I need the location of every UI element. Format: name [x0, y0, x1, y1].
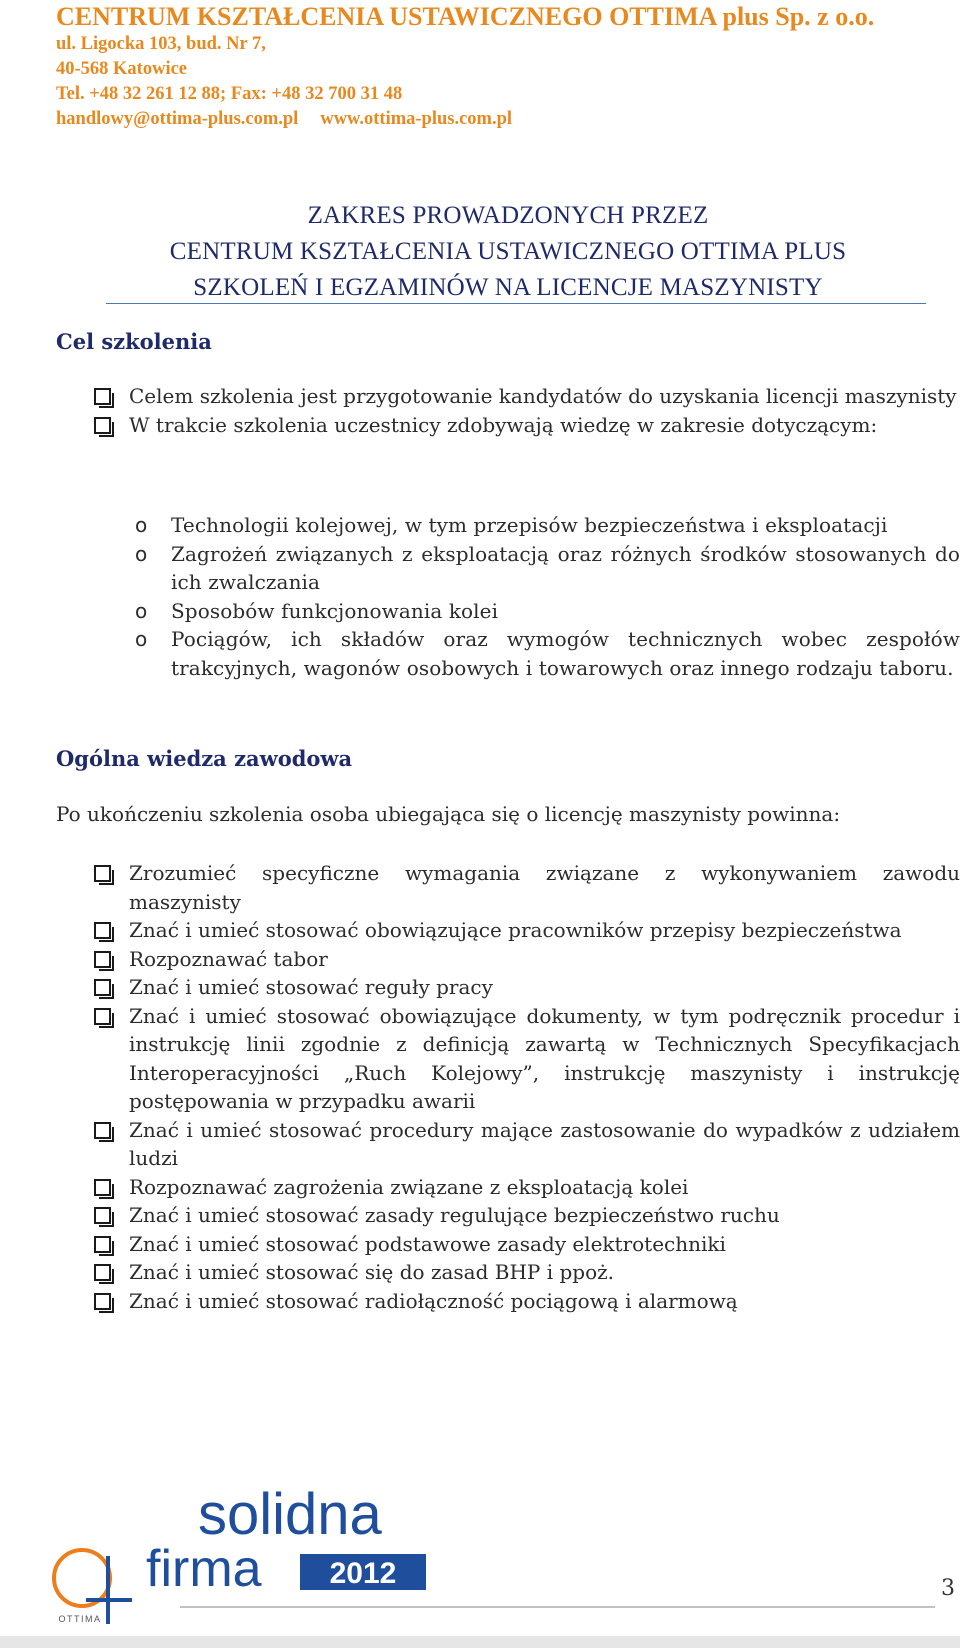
email-link[interactable]: handlowy@ottima-plus.com.pl: [56, 109, 299, 129]
list-item: Rozpoznawać tabor: [129, 945, 960, 974]
checkbox-bullet-icon: [94, 1122, 111, 1139]
checkbox-bullet-icon: [94, 1179, 111, 1196]
intro-paragraph: Po ukończeniu szkolenia osoba ubiegająca się o licencję maszynisty powinna:: [56, 802, 841, 826]
list-item: Celem szkolenia jest przygotowanie kandydatów do uzyskania licencji maszynisty: [129, 382, 960, 411]
contact-line: [56, 107, 874, 132]
list-item: Zrozumieć specyficzne wymagania związane z wykonywaniem zawodu maszynisty: [129, 859, 960, 916]
checkbox-bullet-icon: [94, 951, 111, 968]
sub-list-item: o Sposobów funkcjonowania kolei: [171, 597, 960, 626]
sub-list-item: o Zagrożeń związanych z eksploatacją oraz różnych środków stosowanych do ich zwalczania: [135, 541, 960, 594]
sub-list-item: o Technologii kolejowej, w tym przepisów bezpieczeństwa i eksploatacji: [171, 511, 960, 540]
phone-fax: Tel. +48 32 261 12 88; Fax: +48 32 700 31 48: [56, 84, 403, 104]
title-line-1: ZAKRES PROWADZONYCH PRZEZ: [307, 202, 709, 229]
circle-bullet-icon: o: [135, 541, 148, 566]
list-item: W trakcie szkolenia uczestnicy zdobywają wiedzę w zakresie dotyczącym:: [129, 411, 960, 440]
checkbox-bullet-icon: [94, 388, 111, 405]
circle-bullet-icon: o: [135, 598, 148, 623]
title-line-3: SZKOLEŃ I EGZAMINÓW NA LICENCJE MASZYNISTY: [193, 274, 823, 301]
checkbox-bullet-icon: [94, 865, 111, 882]
list-item: Znać i umieć stosować zasady regulujące bezpieczeństwo ruchu: [129, 1201, 960, 1230]
footer-divider: [180, 1606, 935, 1608]
address-street: ul. Ligocka 103, bud. Nr 7,: [56, 34, 266, 54]
checkbox-bullet-icon: [94, 979, 111, 996]
section-heading-wiedza: Ogólna wiedza zawodowa: [56, 746, 353, 771]
list-item: Znać i umieć stosować się do zasad BHP i ppoż.: [129, 1258, 960, 1287]
sub-list-item: o Pociągów, ich składów oraz wymogów technicznych wobec zespołów trakcyjnych, wagonów osobowych i towarowych oraz innego rodzaju taboru.: [135, 627, 960, 680]
checkbox-bullet-icon: [94, 1008, 111, 1025]
solidna-firma-2012-logo: [46, 1474, 506, 1624]
circle-bullet-icon: o: [135, 627, 148, 651]
checkbox-bullet-icon: [94, 922, 111, 939]
list-item: Znać i umieć stosować obowiązujące pracowników przepisy bezpieczeństwa: [129, 916, 960, 945]
title-divider: [106, 303, 926, 304]
ottima-circle-icon: [54, 1550, 110, 1606]
page-bottom-band: [0, 1636, 960, 1648]
checkbox-bullet-icon: [94, 417, 111, 434]
logo-word-solidna: solidna: [198, 1482, 382, 1547]
checkbox-bullet-icon: [94, 1236, 111, 1253]
list-item: Znać i umieć stosować radiołączność pociągową i alarmową: [129, 1287, 960, 1316]
list-item: Znać i umieć stosować podstawowe zasady elektrotechniki: [129, 1230, 960, 1259]
knowledge-sublist: [135, 511, 960, 682]
company-name: CENTRUM KSZTAŁCENIA USTAWICZNEGO OTTIMA plus Sp. z o.o.: [56, 2, 875, 31]
list-item: Znać i umieć stosować obowiązujące dokumenty, w tym podręcznik procedur i instrukcję linii zgodnie z definicją zawartą w Technicznych Specyfikacjach Interoperacyjności „Ruch Kolejowy”, instrukcję maszynisty i instrukcję postępowania w przypadku awarii: [129, 1002, 960, 1116]
circle-bullet-icon: o: [135, 513, 148, 537]
checkbox-bullet-icon: [94, 1293, 111, 1310]
section-heading-cel: Cel szkolenia: [56, 329, 212, 354]
letterhead: [56, 2, 874, 132]
document-title: [56, 198, 960, 306]
logo-year: 2012: [329, 1557, 397, 1590]
logo-word-firma: firma: [146, 1540, 262, 1598]
goal-list: [129, 382, 960, 439]
list-item: Rozpoznawać zagrożenia związane z eksploatacją kolei: [129, 1173, 960, 1202]
address-city: 40-568 Katowice: [56, 59, 188, 79]
list-item: Znać i umieć stosować procedury mające zastosowanie do wypadków z udziałem ludzi: [129, 1116, 960, 1173]
website-link[interactable]: www.ottima-plus.com.pl: [320, 109, 513, 129]
list-item: Znać i umieć stosować reguły pracy: [129, 973, 960, 1002]
competency-list: [129, 859, 960, 1315]
page-number: 3: [941, 1576, 955, 1601]
checkbox-bullet-icon: [94, 1207, 111, 1224]
ottima-label: OTTIMA: [58, 1614, 102, 1624]
title-line-2: CENTRUM KSZTAŁCENIA USTAWICZNEGO OTTIMA PLUS: [169, 238, 847, 265]
checkbox-bullet-icon: [94, 1264, 111, 1281]
